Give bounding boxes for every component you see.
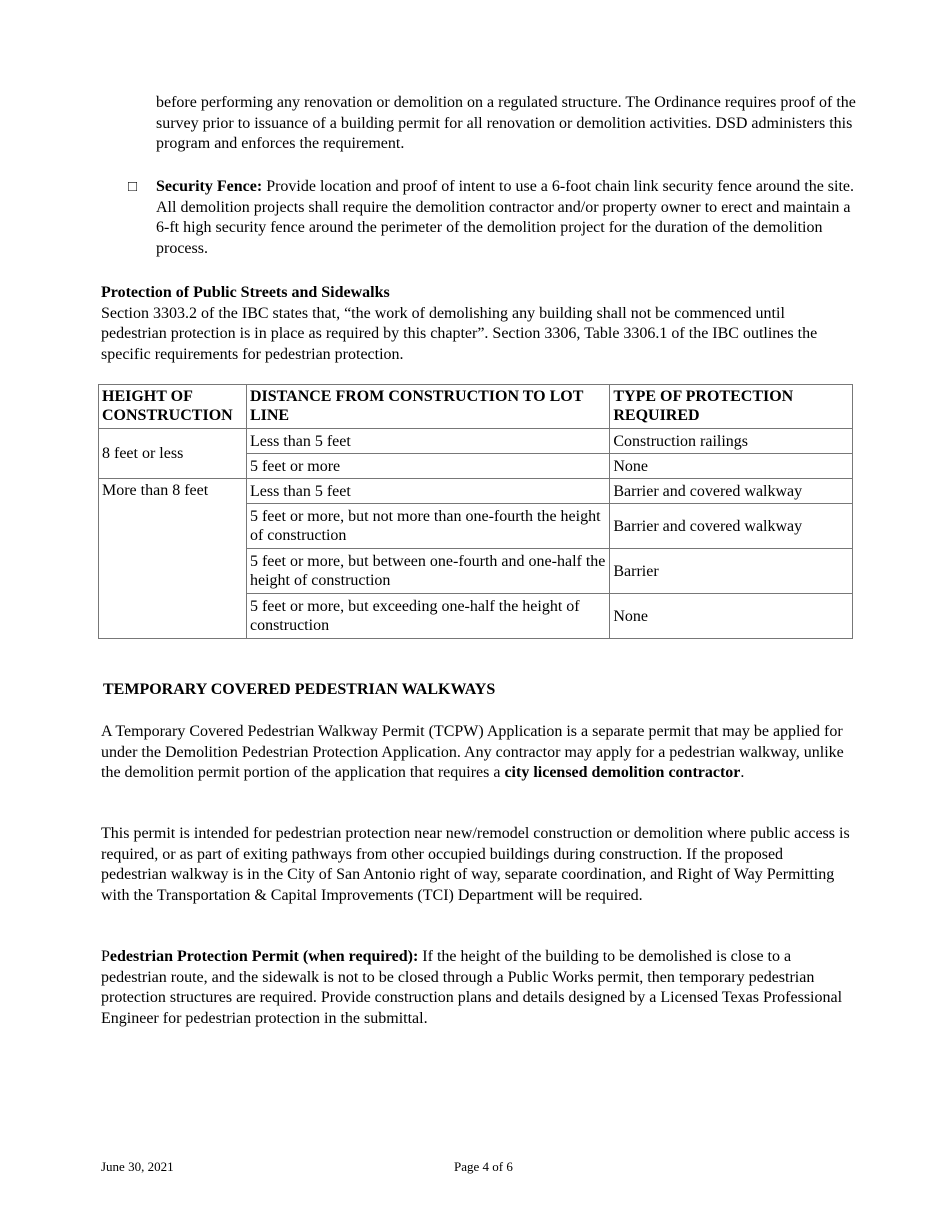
distance-cell: 5 feet or more, but not more than one-fourth the height of construction <box>246 504 609 549</box>
protection-section <box>101 283 851 365</box>
footer-date: June 30, 2021 <box>101 1159 174 1174</box>
table-row <box>99 479 853 504</box>
ped-permit-first-letter: P <box>101 948 110 965</box>
intro-paragraph: before performing any renovation or demolition on a regulated structure. The Ordinance requires proof of the survey prior to issuance of a building permit for all renovation or demolition activities. DSD administers this program and enforces the requirement. <box>156 94 856 152</box>
protection-cell: Barrier <box>610 549 853 594</box>
protection-cell: None <box>610 594 853 639</box>
distance-cell: 5 feet or more, but exceeding one-half the height of construction <box>246 594 609 639</box>
protection-cell: Barrier and covered walkway <box>610 479 853 504</box>
walkway-end: . <box>740 764 745 781</box>
security-fence-paragraph <box>156 177 856 259</box>
table-row <box>99 429 853 454</box>
distance-cell: 5 feet or more <box>246 454 609 479</box>
footer-page: Page 4 of 6 <box>454 1159 513 1174</box>
protection-text: Section 3303.2 of the IBC states that, “the work of demolishing any building shall not be commenced until pedestrian protection is in place as required by this chapter”. Section 3306, Table 3306.1 of the IBC outlines the specific requirements for pedestrian protection. <box>101 304 818 363</box>
height-cell: More than 8 feet <box>99 479 247 639</box>
protection-heading: Protection of Public Streets and Sidewalks <box>101 284 390 301</box>
ped-permit-paragraph <box>101 947 851 1029</box>
walkway-paragraph <box>101 722 851 784</box>
distance-cell: Less than 5 feet <box>246 429 609 454</box>
permit-paragraph: This permit is intended for pedestrian protection near new/remodel construction or demolition where public access is required, or as part of exiting pathways from other occupied buildings during construction. If the proposed pedestrian walkway is in the City of San Antonio right of way, separate coordination, and Right of Way Permitting with the Transportation & Capital Improvements (TCI) Department will be required. <box>101 825 850 904</box>
distance-cell: 5 feet or more, but between one-fourth and one-half the height of construction <box>246 549 609 594</box>
height-cell: 8 feet or less <box>99 429 247 479</box>
walkway-text: A Temporary Covered Pedestrian Walkway Permit (TCPW) Application is a separate permit that may be applied for under the Demolition Pedestrian Protection Application. Any contractor may apply for a pedestrian walkway, unlike the demolition permit portion of the application that requires a <box>101 723 844 781</box>
header-distance: DISTANCE FROM CONSTRUCTION TO LOT LINE <box>246 385 609 429</box>
protection-table <box>98 384 853 639</box>
protection-cell: Barrier and covered walkway <box>610 504 853 549</box>
distance-cell: Less than 5 feet <box>246 479 609 504</box>
ped-permit-text: If the height of the building to be demolished is close to a pedestrian route, and the sidewalk is not to be closed through a Public Works permit, then temporary pedestrian protection structures are required. Provide construction plans and details designed by a Licensed Texas Professional Engineer for pedestrian protection in the submittal. <box>101 948 843 1027</box>
protection-cell: Construction railings <box>610 429 853 454</box>
table-header-row <box>99 385 853 429</box>
security-fence-text: Provide location and proof of intent to use a 6-foot chain link security fence around the site. All demolition projects shall require the demolition contractor and/or property owner to erect and maintain a 6-ft high security fence around the perimeter of the demolition project for the duration of the demolition process. <box>156 178 855 257</box>
header-protection: TYPE OF PROTECTION REQUIRED <box>610 385 853 429</box>
checkbox-icon: □ <box>128 179 138 195</box>
protection-cell: None <box>610 454 853 479</box>
walkway-bold-text: city licensed demolition contractor <box>504 764 741 781</box>
security-fence-label: Security Fence: <box>156 178 263 195</box>
header-height: HEIGHT OF CONSTRUCTION <box>99 385 247 429</box>
ped-permit-label: edestrian Protection Permit (when required): <box>109 948 419 965</box>
walkways-heading: TEMPORARY COVERED PEDESTRIAN WALKWAYS <box>103 681 496 698</box>
